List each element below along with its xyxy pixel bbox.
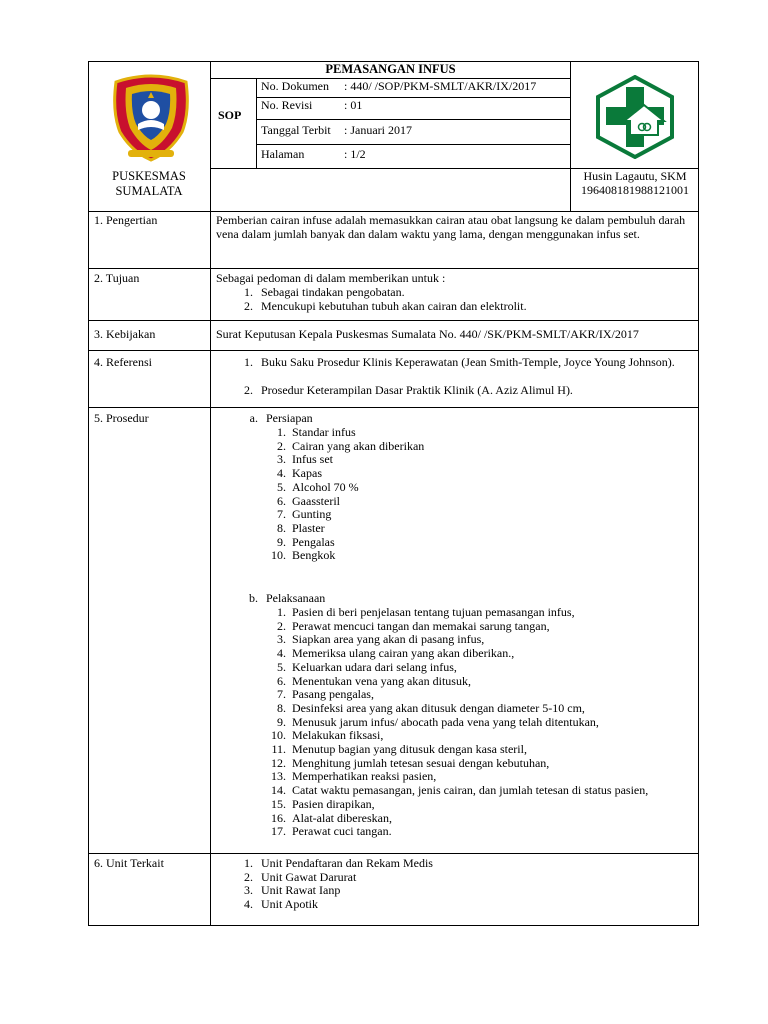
list-item: 2. Prosedur Keterampilan Dasar Praktik Klinik (A. Aziz Alimul H).: [244, 383, 573, 397]
list-item-number: 4.: [277, 646, 286, 661]
list-item-number: 17.: [271, 824, 286, 839]
list-item: [262, 729, 383, 742]
list-item-text: Perawat mencuci tangan dan memakai sarung tangan,: [292, 618, 550, 633]
list-item-number: 2.: [277, 618, 286, 633]
list-item-text: Alat-alat dibereskan,: [292, 810, 392, 825]
list-item: [262, 481, 359, 494]
list-item: [262, 440, 424, 453]
list-item-text: Gaassteril: [292, 493, 340, 508]
list-item-number: 7.: [277, 507, 286, 522]
signer-name: Husin Lagautu, SKM: [583, 169, 687, 183]
list-item-number: 10.: [271, 548, 286, 563]
list-item-number: 7.: [277, 687, 286, 702]
list-item: [262, 784, 648, 797]
list-item-text: Catat waktu pemasangan, jenis cairan, dan jumlah tetesan di status pasien,: [292, 783, 649, 798]
list-item-text: Unit Gawat Darurat: [261, 869, 357, 884]
org-name-line1: PUSKESMAS: [112, 169, 186, 183]
list-item-number: 12.: [271, 755, 286, 770]
list-item: [262, 453, 333, 466]
list-item-number: 16.: [271, 810, 286, 825]
list-item-text: Pengalas: [292, 534, 335, 549]
list-item-number: 5.: [277, 659, 286, 674]
list-item: [262, 536, 335, 549]
section-label-referensi: 4. Referensi: [94, 355, 152, 369]
list-item-text: Cairan yang akan diberikan: [292, 438, 425, 453]
document-title: PEMASANGAN INFUS: [325, 62, 456, 76]
list-item: [262, 495, 340, 508]
health-center-logo-icon: [594, 75, 676, 159]
list-item-text: Perawat cuci tangan.: [292, 824, 392, 839]
list-item: [262, 743, 527, 756]
list-item-number: 1.: [277, 605, 286, 619]
list-item-number: 8.: [277, 700, 286, 715]
list-item-text: Memperhatikan reaksi pasien,: [292, 769, 437, 784]
list-item-text: Plaster: [292, 520, 325, 535]
list-item: [231, 857, 433, 870]
section-label-kebijakan: 3. Kebijakan: [94, 327, 156, 341]
regency-emblem-icon: [108, 72, 194, 162]
list-item: [262, 675, 471, 688]
list-item: [262, 549, 335, 562]
list-item-text: Pasang pengalas,: [292, 687, 374, 702]
list-item: [262, 770, 436, 783]
list-item: [262, 620, 550, 633]
list-item-number: 14.: [271, 783, 286, 798]
list-item-text: Menghitung jumlah tetesan sesuai dengan kebutuhan,: [292, 755, 550, 770]
list-item: [262, 633, 484, 646]
sop-label: SOP: [218, 108, 242, 122]
list-item-text: Menusuk jarum infus/ abocath pada vena yang telah ditentukan,: [292, 714, 599, 729]
list-item: [262, 757, 549, 770]
list-item-text: Melakukan fiksasi,: [292, 728, 384, 743]
list-item: 1. Buku Saku Prosedur Klinis Keperawatan (Jean Smith-Temple, Joyce Young Johnson).: [244, 355, 675, 369]
list-item-text: Alcohol 70 %: [292, 479, 359, 494]
list-item: [262, 426, 356, 439]
list-item-number: 2.: [244, 869, 253, 884]
list-item-text: Gunting: [292, 507, 332, 522]
persiapan-heading: a. Persiapan: [249, 411, 313, 425]
list-item: [262, 661, 457, 674]
kebijakan-text: Surat Keputusan Kepala Puskesmas Sumalata No. 440/ /SK/PKM-SMLT/AKR/IX/2017: [216, 327, 639, 341]
list-item: [262, 522, 325, 535]
list-item: [262, 825, 392, 838]
list-item-number: 3.: [244, 883, 253, 898]
revision-value: : 01: [344, 98, 363, 112]
pengertian-text: Pemberian cairan infuse adalah memasukkan cairan atau obat langsung ke dalam pembuluh darah vena dalam jumlah banyak dan dalam waktu yang lama, dengan menggunakan infus set.: [216, 213, 686, 241]
page-label: Halaman: [261, 147, 305, 161]
issue-date-value: : Januari 2017: [344, 123, 412, 137]
list-item-text: Memeriksa ulang cairan yang akan diberikan.,: [292, 646, 515, 661]
list-item: [231, 884, 340, 897]
list-item-text: Keluarkan udara dari selang infus,: [292, 659, 457, 674]
list-item-text: Desinfeksi area yang akan ditusuk dengan diameter 5-10 cm,: [292, 700, 585, 715]
list-item-text: Pasien dirapikan,: [292, 796, 375, 811]
list-item: [262, 812, 392, 825]
list-item: [231, 898, 318, 911]
revision-label: No. Revisi: [261, 98, 313, 112]
list-item: 1. Sebagai tindakan pengobatan.: [244, 285, 405, 299]
list-item-text: Menutup bagian yang ditusuk dengan kasa steril,: [292, 742, 527, 756]
page-value: : 1/2: [344, 147, 366, 161]
list-item: [262, 508, 331, 521]
list-item: 2. Mencukupi kebutuhan tubuh akan cairan dan elektrolit.: [244, 299, 527, 313]
list-item-text: Unit Pendaftaran dan Rekam Medis: [261, 856, 433, 870]
list-item-number: 13.: [271, 769, 286, 784]
list-item-number: 8.: [277, 520, 286, 535]
list-item-number: 1.: [277, 425, 286, 439]
list-item-number: 10.: [271, 728, 286, 743]
section-label-pengertian: 1. Pengertian: [94, 213, 158, 227]
issue-date-label: Tanggal Terbit: [261, 123, 331, 137]
list-item-number: 6.: [277, 493, 286, 508]
list-item: [262, 688, 374, 701]
signer-id: 196408181988121001: [581, 183, 689, 197]
section-label-tujuan: 2. Tujuan: [94, 271, 140, 285]
doc-number-value: : 440/ /SOP/PKM-SMLT/AKR/IX/2017: [344, 79, 537, 93]
list-item-text: Menentukan vena yang akan ditusuk,: [292, 673, 471, 688]
list-item-text: Standar infus: [292, 425, 356, 439]
list-item: [262, 798, 375, 811]
list-item-number: 3.: [277, 452, 286, 467]
list-item-number: 2.: [277, 438, 286, 453]
list-item: [262, 606, 575, 619]
list-item: [262, 647, 514, 660]
list-item-number: 11.: [271, 742, 286, 756]
list-item-text: Pasien di beri penjelasan tentang tujuan pemasangan infus,: [292, 605, 575, 619]
list-item-number: 4.: [244, 897, 253, 912]
org-name-line2: SUMALATA: [115, 184, 183, 198]
section-label-unit-terkait: 6. Unit Terkait: [94, 856, 164, 870]
doc-number-label: No. Dokumen: [261, 79, 329, 93]
list-item-number: 15.: [271, 796, 286, 811]
list-item-number: 3.: [277, 632, 286, 647]
list-item-number: 4.: [277, 466, 286, 481]
section-label-prosedur: 5. Prosedur: [94, 411, 149, 425]
list-item: [262, 467, 322, 480]
list-item: [262, 716, 599, 729]
list-item-text: Unit Apotik: [261, 897, 319, 912]
list-item-number: 9.: [277, 534, 286, 549]
pelaksanaan-heading: b. Pelaksanaan: [249, 591, 326, 605]
list-item-text: Unit Rawat Ianp: [261, 883, 341, 898]
list-item-number: 9.: [277, 714, 286, 729]
list-item-text: Bengkok: [292, 548, 336, 563]
list-item-text: Siapkan area yang akan di pasang infus,: [292, 632, 485, 647]
list-item-number: 1.: [244, 856, 253, 870]
tujuan-intro: Sebagai pedoman di dalam memberikan untuk :: [216, 271, 446, 285]
list-item: [262, 702, 585, 715]
list-item: [231, 871, 356, 884]
list-item-number: 5.: [277, 479, 286, 494]
list-item-number: 6.: [277, 673, 286, 688]
list-item-text: Infus set: [292, 452, 333, 467]
list-item-text: Kapas: [292, 466, 322, 481]
